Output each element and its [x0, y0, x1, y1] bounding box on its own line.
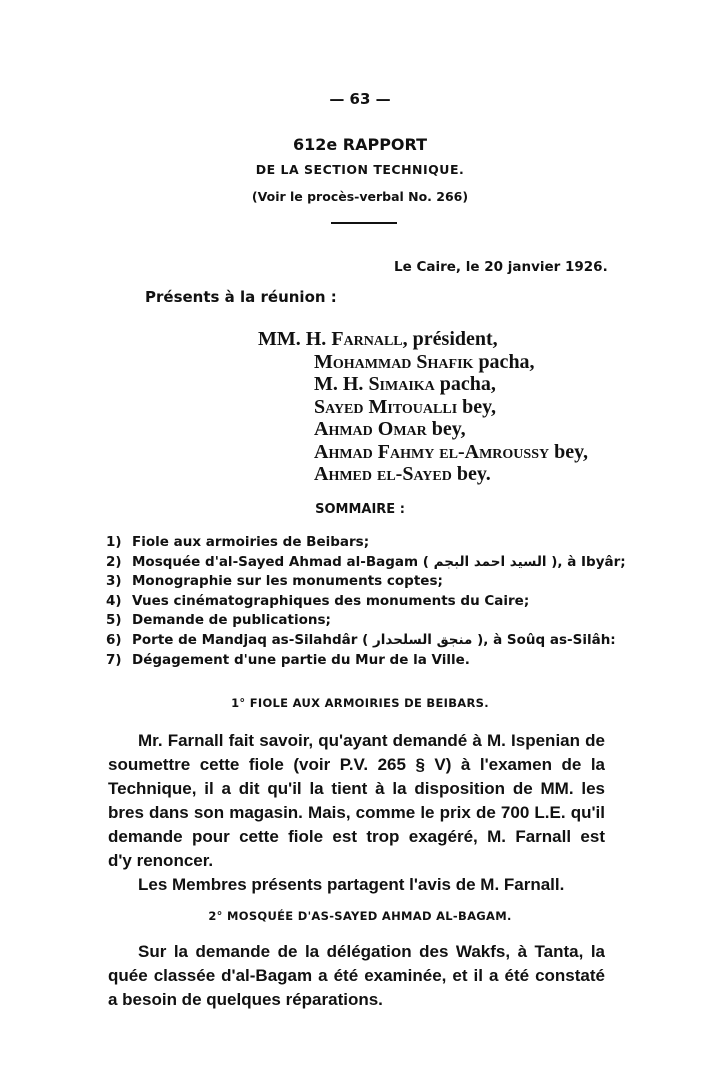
member-line [258, 396, 588, 419]
paragraph-line: Les Membres présents partagent l'avis de M. Farnall. [138, 875, 565, 894]
summary-number: 5) [106, 612, 122, 629]
summary-title: SOMMAIRE : [315, 502, 405, 517]
member-suffix: bey. [451, 463, 491, 485]
summary-item [106, 651, 626, 671]
member-line [258, 351, 588, 374]
member-prefix: M. H. [314, 373, 369, 395]
member-line [258, 373, 588, 396]
summary-number: 3) [106, 573, 122, 590]
section2-heading: 2° MOSQUÉE D'AS-SAYED AHMAD AL-BAGAM. [208, 909, 512, 923]
summary-number: 6) [106, 631, 122, 648]
page-number: — 63 — [329, 90, 391, 108]
summary-number: 1) [106, 534, 122, 550]
date-line: Le Caire, le 20 janvier 1926. [394, 259, 608, 275]
paragraph-line: Sur la demande de la délégation des Wakfs, à Tanta, la [138, 942, 605, 961]
summary-text: Demande de publications; [132, 612, 331, 629]
member-suffix: bey, [457, 395, 497, 418]
member-suffix: pacha, [434, 373, 496, 395]
present-label: Présents à la réunion : [145, 288, 337, 306]
summary-item [106, 611, 626, 631]
summary-number: 4) [106, 592, 122, 609]
member-suffix: bey, [426, 418, 466, 440]
summary-text: Fiole aux armoiries de Beibars; [132, 534, 370, 550]
member-line [258, 328, 588, 351]
summary-item [106, 572, 626, 592]
summary-item [106, 553, 626, 573]
member-name: Ahmed el-Sayed [314, 463, 452, 485]
member-name: Ahmad Omar [314, 418, 427, 440]
reference: (Voir le procès-verbal No. 266) [251, 189, 469, 204]
paragraph-line: demande pour cette fiole est trop exagéré, M. Farnall est [108, 827, 605, 846]
member-line [258, 441, 588, 464]
summary-number: 2) [106, 553, 122, 570]
paragraph-line: soumettre cette fiole (voir P.V. 265 § V) à l'examen de la [108, 755, 605, 774]
paragraph-line: bres dans son magasin. Mais, comme le prix de 700 L.E. qu'il [108, 803, 605, 822]
summary-item [106, 592, 626, 612]
paragraph-line: Mr. Farnall fait savoir, qu'ayant demandé à M. Ispenian de [138, 731, 605, 750]
member-name: Sayed Mitoualli [314, 395, 458, 418]
member-line [258, 418, 588, 441]
paragraph-line: d'y renoncer. [108, 851, 214, 870]
section1-paragraph2 [108, 873, 605, 897]
summary-text: Monographie sur les monuments coptes; [132, 573, 443, 590]
member-name: Mohammad Shafik [314, 350, 474, 373]
paragraph-line: a besoin de quelques réparations. [108, 990, 383, 1009]
summary-list [106, 533, 626, 670]
summary-text: Dégagement d'une partie du Mur de la Ville. [132, 651, 470, 668]
section1-heading: 1° FIOLE AUX ARMOIRIES DE BEIBARS. [231, 696, 489, 710]
members-list [258, 328, 588, 486]
summary-item [106, 631, 626, 651]
member-suffix: , président, [402, 328, 498, 350]
section1-paragraph1 [108, 729, 605, 873]
divider [331, 222, 397, 224]
member-name: Simaika [368, 373, 435, 395]
member-prefix: MM. H. [258, 328, 332, 350]
member-name: Farnall [331, 328, 403, 350]
member-suffix: bey, [549, 440, 589, 463]
paragraph-line: Technique, il a dit qu'il la tient à la disposition de MM. les [108, 779, 605, 798]
summary-item [106, 533, 626, 553]
member-line [258, 463, 588, 486]
paragraph-line: quée classée d'al-Bagam a été examinée, et il a été constaté [108, 966, 605, 985]
member-name: Ahmad Fahmy el-Amroussy [314, 440, 550, 463]
summary-text: Porte de Mandjaq as-Silahdâr ( منجق السلحدار ), à Soûq as-Silâh: [132, 631, 616, 648]
summary-text: Mosquée d'al-Sayed Ahmad al-Bagam ( السيد احمد البجم ), à Ibyâr; [132, 553, 626, 570]
section2-paragraph1 [108, 939, 605, 1011]
summary-text: Vues cinématographiques des monuments du Caire; [132, 592, 530, 609]
summary-number: 7) [106, 651, 122, 668]
report-title: 612e RAPPORT [292, 135, 428, 154]
section-title: DE LA SECTION TECHNIQUE. [255, 162, 465, 177]
member-suffix: pacha, [473, 350, 535, 373]
